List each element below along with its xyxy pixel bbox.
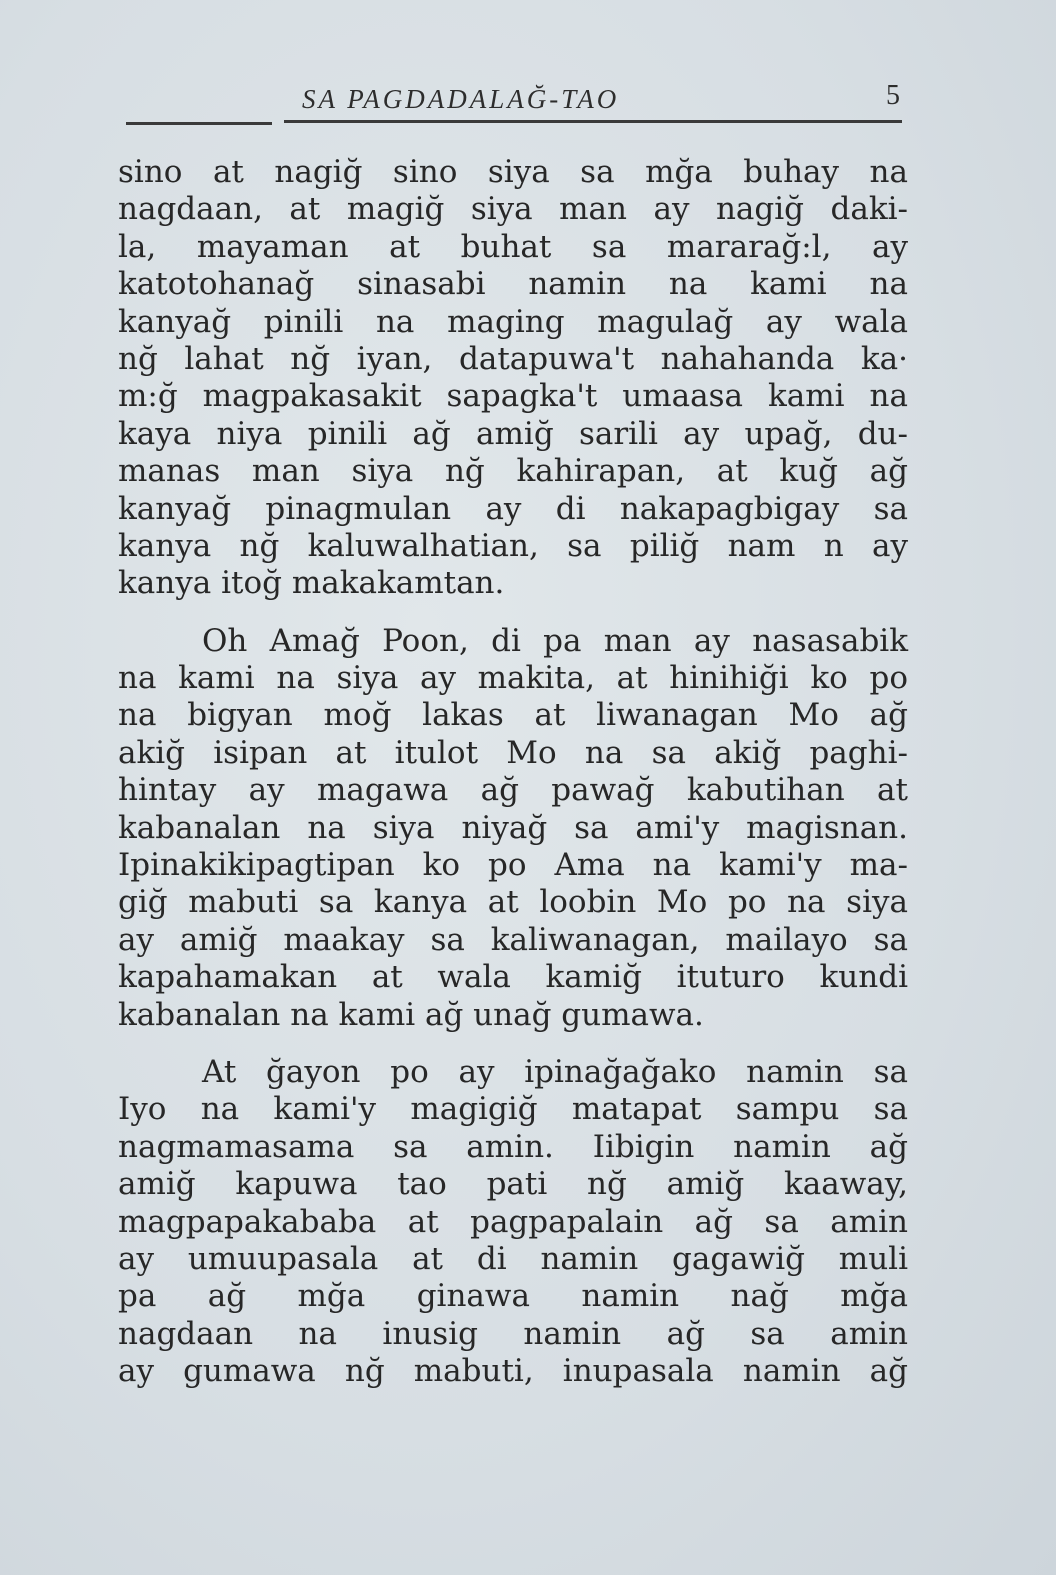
text-line: ay amiğ maakay sa kaliwanagan, mailayo sa [118, 921, 908, 958]
text-line: At ğayon po ay ipinağağako namin sa [202, 1053, 908, 1090]
text-line: nagmamasama sa amin. Iibigin namin ağ [118, 1128, 908, 1165]
text-line: kanyağ pinagmulan ay di nakapagbigay sa [118, 490, 908, 527]
text-line: Iyo na kami'y magigiğ matapat sampu sa [118, 1091, 908, 1128]
header-rule-left [126, 122, 272, 125]
text-line: na bigyan moğ lakas at liwanagan Mo ağ [118, 697, 908, 734]
text-line: akiğ isipan at itulot Mo na sa akiğ paghi- [118, 734, 908, 771]
page-number: 5 [886, 80, 900, 111]
text-line: kaya niya pinili ağ amiğ sarili ay upağ, du- [118, 415, 908, 452]
text-line: manas man siya nğ kahirapan, at kuğ ağ [118, 453, 908, 490]
text-line: ay umuupasala at di namin gagawiğ muli [118, 1240, 908, 1277]
text-line: m:ğ magpakasakit sapagka't umaasa kami na [118, 378, 908, 415]
text-line: hintay ay magawa ağ pawağ kabutihan at [118, 772, 908, 809]
text-line: ay gumawa nğ mabuti, inupasala namin ağ [118, 1353, 908, 1390]
text-line: Ipinakikipagtipan ko po Ama na kami'y ma- [118, 847, 908, 884]
text-line: la, mayaman at buhat sa mararağ:l, ay [118, 228, 908, 265]
text-line: pa ağ mğa ginawa namin nağ mğa [118, 1278, 908, 1315]
text-line: giğ mabuti sa kanya at loobin Mo po na siya [118, 884, 908, 921]
paragraph-1 [118, 154, 908, 603]
text-line: nğ lahat nğ iyan, datapuwa't nahahanda ka· [118, 340, 908, 377]
text-line: kabanalan na kami ağ unağ gumawa. [118, 996, 704, 1033]
paragraph-3 [118, 1054, 908, 1391]
text-line: amiğ kapuwa tao pati nğ amiğ kaaway, [118, 1166, 908, 1203]
running-header [126, 78, 902, 126]
paragraph-2 [118, 623, 908, 1034]
header-rule-right [284, 120, 902, 123]
text-line: kapahamakan at wala kamiğ ituturo kundi [118, 959, 908, 996]
text-line: na kami na siya ay makita, at hinihiği ko po [118, 660, 908, 697]
text-line: Oh Amağ Poon, di pa man ay nasasabik [202, 622, 908, 659]
text-line: kanya nğ kaluwalhatian, sa piliğ nam n ay [118, 527, 908, 564]
text-line: katotohanağ sinasabi namin na kami na [118, 266, 908, 303]
text-line: nagdaan, at magiğ siya man ay nagiğ daki- [118, 191, 908, 228]
running-title: SA PAGDADALAĞ-TAO [302, 84, 620, 114]
text-line: sino at nagiğ sino siya sa mğa buhay na [118, 154, 908, 190]
text-line: kanyağ pinili na maging magulağ ay wala [118, 303, 908, 340]
text-line: nagdaan na inusig namin ağ sa amin [118, 1315, 908, 1352]
text-line: magpapakababa at pagpapalain ağ sa amin [118, 1203, 908, 1240]
body-text [118, 154, 908, 1411]
text-line: kabanalan na siya niyağ sa ami'y magisnan. [118, 809, 908, 846]
text-line: kanya itoğ makakamtan. [118, 565, 505, 602]
